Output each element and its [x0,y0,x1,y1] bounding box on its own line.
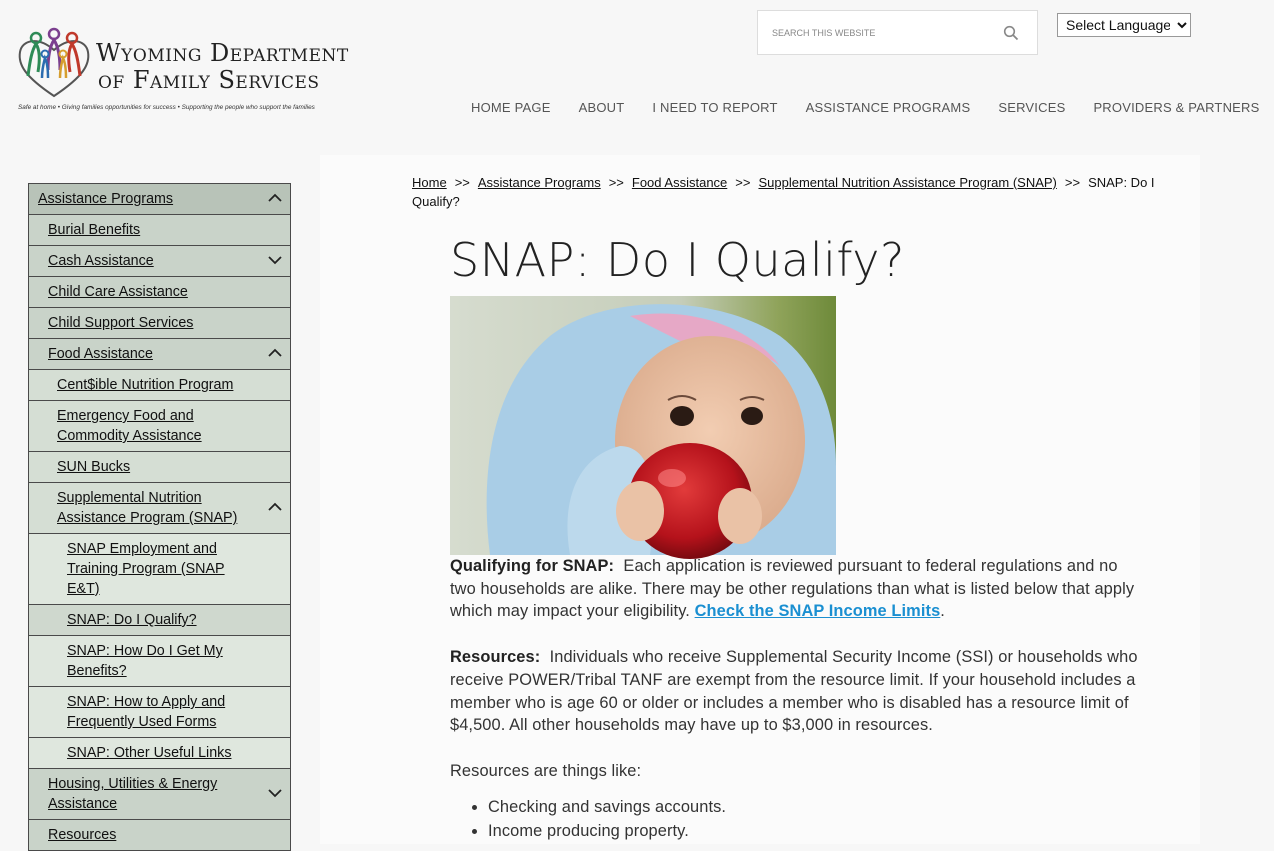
sidebar-link[interactable]: SNAP: Other Useful Links [67,745,232,761]
resources-like-paragraph: Resources are things like: [450,761,642,780]
page-title: SNAP: Do I Qualify? [450,233,905,287]
income-limits-link[interactable]: Check the SNAP Income Limits [694,602,941,621]
sidebar-link[interactable]: Cash Assistance [48,253,154,269]
chevron-up-icon[interactable] [268,502,282,512]
sidebar-link[interactable]: SUN Bucks [57,459,131,475]
sidebar-item-child-support-services [29,308,290,339]
sidebar-item-snap-do-i-qualify [29,605,290,636]
main-nav [457,100,1274,115]
breadcrumb [412,173,1182,211]
sidebar-link[interactable]: SNAP: How Do I Get My Benefits? [67,643,223,679]
nav-providers-partners[interactable]: PROVIDERS & PARTNERS [1093,100,1260,115]
logo-title [96,40,349,94]
sidebar-item-snap [29,483,290,534]
child-eating-apple-photo [450,296,836,555]
chevron-up-icon[interactable] [268,193,282,203]
sidebar-item-burial-benefits [29,215,290,246]
breadcrumb-current: SNAP: Do I Qualify? [412,175,1155,209]
sidebar-item-cash-assistance [29,246,290,277]
breadcrumb-separator: >> [608,175,624,190]
sidebar-link[interactable]: Assistance Programs [38,191,174,207]
breadcrumb-separator: >> [735,175,751,190]
nav-about[interactable]: ABOUT [578,100,625,115]
sidebar-item-food-assistance [29,339,290,370]
logo-line-2: of Family Services [98,66,320,94]
sidebar-item-snap-get-benefits [29,636,290,687]
sidebar-item-housing-utilities [29,769,290,820]
sidebar-link[interactable]: Housing, Utilities & Energy Assistance [48,776,218,812]
sidebar-item-centsible-nutrition [29,370,290,401]
breadcrumb-link-assistance-programs[interactable]: Assistance Programs [477,175,601,190]
sidebar-item-child-care-assistance [29,277,290,308]
sentence-period: . [940,602,945,621]
main-content [320,155,1200,844]
resources-paragraph [450,646,1140,737]
list-item: • Income producing property. [488,820,1140,843]
sidebar-item-snap-useful-links [29,738,290,769]
sidebar-item-resources [29,820,290,850]
qualifying-label: Qualifying for SNAP: [450,557,615,575]
sidebar-link[interactable]: Cent$ible Nutrition Program [57,377,234,393]
sidebar-link[interactable]: SNAP Employment and Training Program (SNAP E&T) [67,541,225,597]
site-logo[interactable] [14,26,374,118]
breadcrumb-separator: >> [1064,175,1081,190]
breadcrumb-link-home[interactable]: Home [412,175,447,190]
site-header [0,0,1260,155]
resources-label: Resources: [450,648,541,667]
logo-tagline: Safe at home • Giving families opportunities for success • Supporting the people who support the families [18,104,315,111]
sidebar-nav [28,183,291,851]
sidebar-link[interactable]: Emergency Food and Commodity Assistance [57,408,202,444]
sidebar-item-sun-bucks [29,452,290,483]
photo-illustration [450,296,836,555]
qualifying-paragraph [450,555,1140,623]
sidebar-link[interactable]: Food Assistance [48,346,153,362]
nav-home-page[interactable]: HOME PAGE [471,100,551,115]
sidebar-link[interactable]: Child Support Services [48,315,194,331]
nav-assistance-programs[interactable]: ASSISTANCE PROGRAMS [805,100,971,115]
language-select[interactable] [1057,13,1191,37]
sidebar-link[interactable]: Supplemental Nutrition Assistance Program (SNAP) [57,490,238,526]
nav-services[interactable]: SERVICES [998,100,1066,115]
sidebar-link[interactable]: Resources [48,827,117,843]
sidebar-link[interactable]: Child Care Assistance [48,284,188,300]
list-item: • Checking and savings accounts. [488,796,1140,819]
resources-text: Individuals who receive Supplemental Security Income (SSI) or households who receive POWER/Tribal TANF are exempt from the resource limit. If your household includes a member who is age 60 or older or includes a member who is disabled has a resource limit of $4,500. All other households may have up to $3,000 in resources. [450,648,1138,735]
search-input[interactable] [772,23,992,43]
sidebar-item-snap-et [29,534,290,605]
family-heart-logo-icon [14,26,94,101]
sidebar-item-snap-apply-forms [29,687,290,738]
breadcrumb-link-food-assistance[interactable]: Food Assistance [631,175,728,190]
qualifying-text: Each application is reviewed pursuant to federal regulations and no two households are alike. There may be other regulations than what is listed below that apply which may impact your eligibility. [450,557,1135,621]
chevron-up-icon[interactable] [268,348,282,358]
resource-list [488,796,1140,843]
breadcrumb-link-snap[interactable]: Supplemental Nutrition Assistance Program (SNAP) [758,175,1057,190]
nav-i-need-to-report[interactable]: I NEED TO REPORT [652,100,778,115]
chevron-down-icon[interactable] [268,255,282,265]
sidebar-link[interactable]: SNAP: How to Apply and Frequently Used Forms [67,694,226,730]
breadcrumb-separator: >> [454,175,470,190]
sidebar-link[interactable]: SNAP: Do I Qualify? [67,612,197,628]
chevron-down-icon[interactable] [268,788,282,798]
search-box [757,10,1038,55]
body-text [450,555,1140,845]
sidebar-item-assistance-programs [29,184,290,215]
search-icon[interactable] [1003,25,1019,41]
logo-line-1: Wyoming Department [96,39,349,67]
sidebar-item-emergency-food [29,401,290,452]
sidebar-link[interactable]: Burial Benefits [48,222,141,238]
